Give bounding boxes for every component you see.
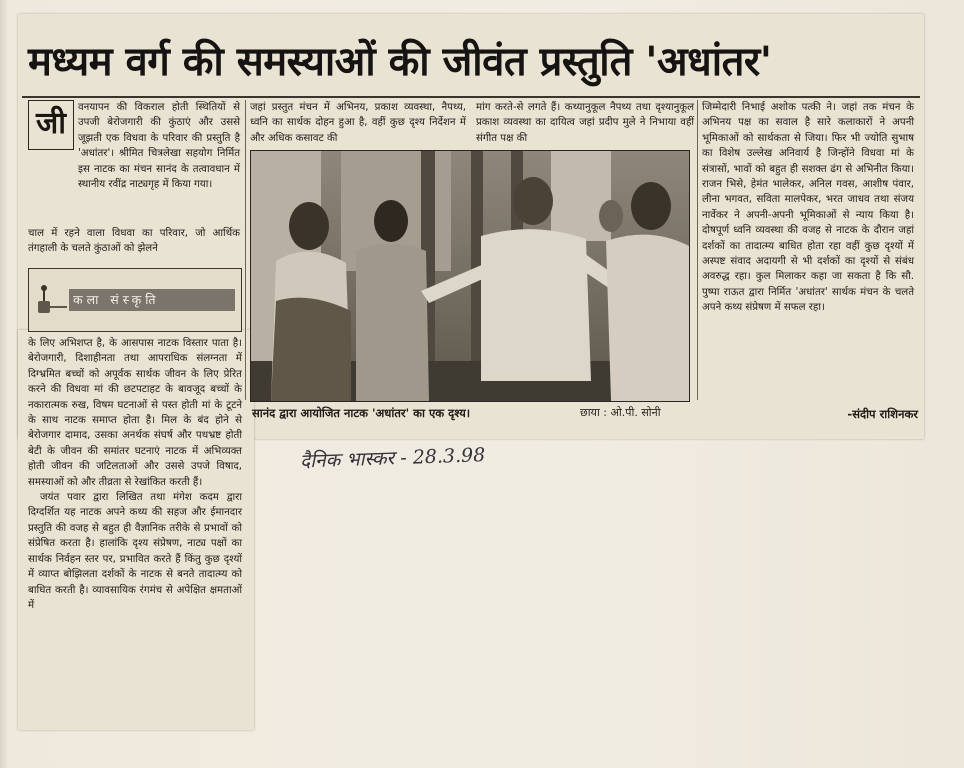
column-2: जहां प्रस्तुत मंचन में अभिनय, प्रकाश व्यवस्था, नैपथ्य, ध्वनि का सार्थक दोहन हुआ है, वहीं कुछ दृश्य निर्देशन में और अधिक कसावट की [250, 102, 466, 144]
section-label-box [28, 268, 242, 332]
column-divider [697, 100, 698, 400]
column-1-intro-top [78, 100, 240, 191]
column-divider [245, 100, 246, 400]
intro-paragraph: वनयापन की विकराल होती स्थितियों से उपजी बेरोजगारी की कुंठाएं और उससे जूझती एक विधवा के परिवार की प्रस्तुति है 'अधांतर'। श्रीमित चित्रलेखा सहयोग निर्मित इस नाटक का मंचन सानंद के तत्वावधान में स्थानीय रवींद्र नाट्यगृह में किया गया। [78, 102, 240, 191]
paragraph-4: जयंत पवार द्वारा लिखित तथा मंगेश कदम द्वारा दिग्दर्शित यह नाटक अपने कथ्य की सहज और ईमानदार प्रस्तुति की वजह से बहुत ही वैज्ञानिक तरीके से प्रभावों को संप्रेषित करता है। हालांकि दृश्य संप्रेषण, नाट्य पक्षों का सार्थक निर्वहन स्तर पर, प्रभावित करते हैं किंतु कुछ दृश्यों में व्याप्त बोझिलता दर्शकों के नाटक से बनते तादात्म्य को बाधित करती है। व्यावसायिक रंगमंच से अपेक्षित क्षमताओं में [28, 492, 242, 611]
photo-credit: छाया : ओ.पी. सोनी [580, 406, 661, 419]
photo-caption: सानंद द्वारा आयोजित नाटक 'अधांतर' का एक दृश्य। [252, 406, 471, 420]
headline-rule [22, 96, 920, 98]
play-scene-photo [250, 150, 690, 402]
paragraph-2: चाल में रहने वाला विधवा का परिवार, जो आर्थिक तंगहाली के चलते कुंठाओं को झेलने [28, 228, 240, 255]
theatre-lamp-icon [35, 283, 69, 317]
author-byline: -संदीप राशिनकर [847, 407, 918, 421]
column-1-body [28, 152, 240, 270]
column-1-continued [28, 336, 242, 728]
column-3: मांग करते-से लगते हैं। कथ्यानुकूल नैपथ्य तथा दृश्यानुकूल प्रकाश व्यवस्था का दायित्व जहां प्रदीप मुले ने निभाया वहीं संगीत पक्ष की [476, 102, 694, 144]
column-4: जिम्मेदारी निभाई अशोक पत्की ने। जहां तक मंचन के अभिनय पक्ष का सवाल है सारे कलाकारों ने अपनी भूमिकाओं को सार्थकता से जिया। फिर भी ज्योति सुभाष का विशेष उल्लेख अनिवार्य है जिन्होंने विधवा मां के संत्रासों, भावों को बहुत ही सशक्त ढंग से अभिनीत किया। राजन भिसे, हेमंत भालेकर, अनिल गवस, आशीष पंवार, लीना भगवत, सविता मालपेकर, भरत जाधव तथा संजय नार्वेकर ने अपनी-अपनी भूमिकाओं से न्याय किया है। दोषपूर्ण ध्वनि व्यवस्था की वजह से नाटक के दौरान जहां दर्शकों का तादात्म्य बाधित होता रहा वहीं कुछ दृश्यों में अस्पष्ट संवाद अदायगी से भी दर्शकों का दृश्यों से संबंध अवरुद्ध रहा। कुल मिलाकर कहा जा सकता है कि सौ. पुष्पा राऊत द्वारा निर्मित 'अधांतर' सार्थक मंचन के चलते अपने कथ्य संप्रेषण में सफल रहा। [702, 102, 914, 314]
headline: मध्यम वर्ग की समस्याओं की जीवंत प्रस्तुति 'अधांतर' [28, 39, 772, 85]
paragraph-3: के लिए अभिशप्त है, के आसपास नाटक विस्तार पाता है। बेरोजगारी, दिशाहीनता तथा आपराधिक संलग्नता में दिग्भ्रमित बच्चों को अपूर्वक सार्थक जीवन के लिए प्रेरित करने की विधवा मां की छटपटाहट के बावजूद बच्चों के नकारात्मक रुख, विषम घटनाओं से पस्त होती मां के टूटने के साथ नाटक समाप्त होता है। मिल के बंद होने से बेरोजगार दामाद, उसका अनर्थक संघर्ष और पथभ्रष्ट होती बेटी के जीवन की समांतर घटनाएं नाटक में अभिव्यक्त होती जीवन की जटिलताओं और उससे उपजे विषाद, समस्याओं को और तीव्रता से रेखांकित करती हैं। [28, 338, 242, 488]
drop-cap: जी [28, 100, 74, 150]
section-label: कला संस्कृति [73, 292, 160, 307]
handwritten-annotation: दैनिक भास्कर - 28.3.98 [299, 444, 486, 473]
photo-illustration [251, 151, 689, 401]
